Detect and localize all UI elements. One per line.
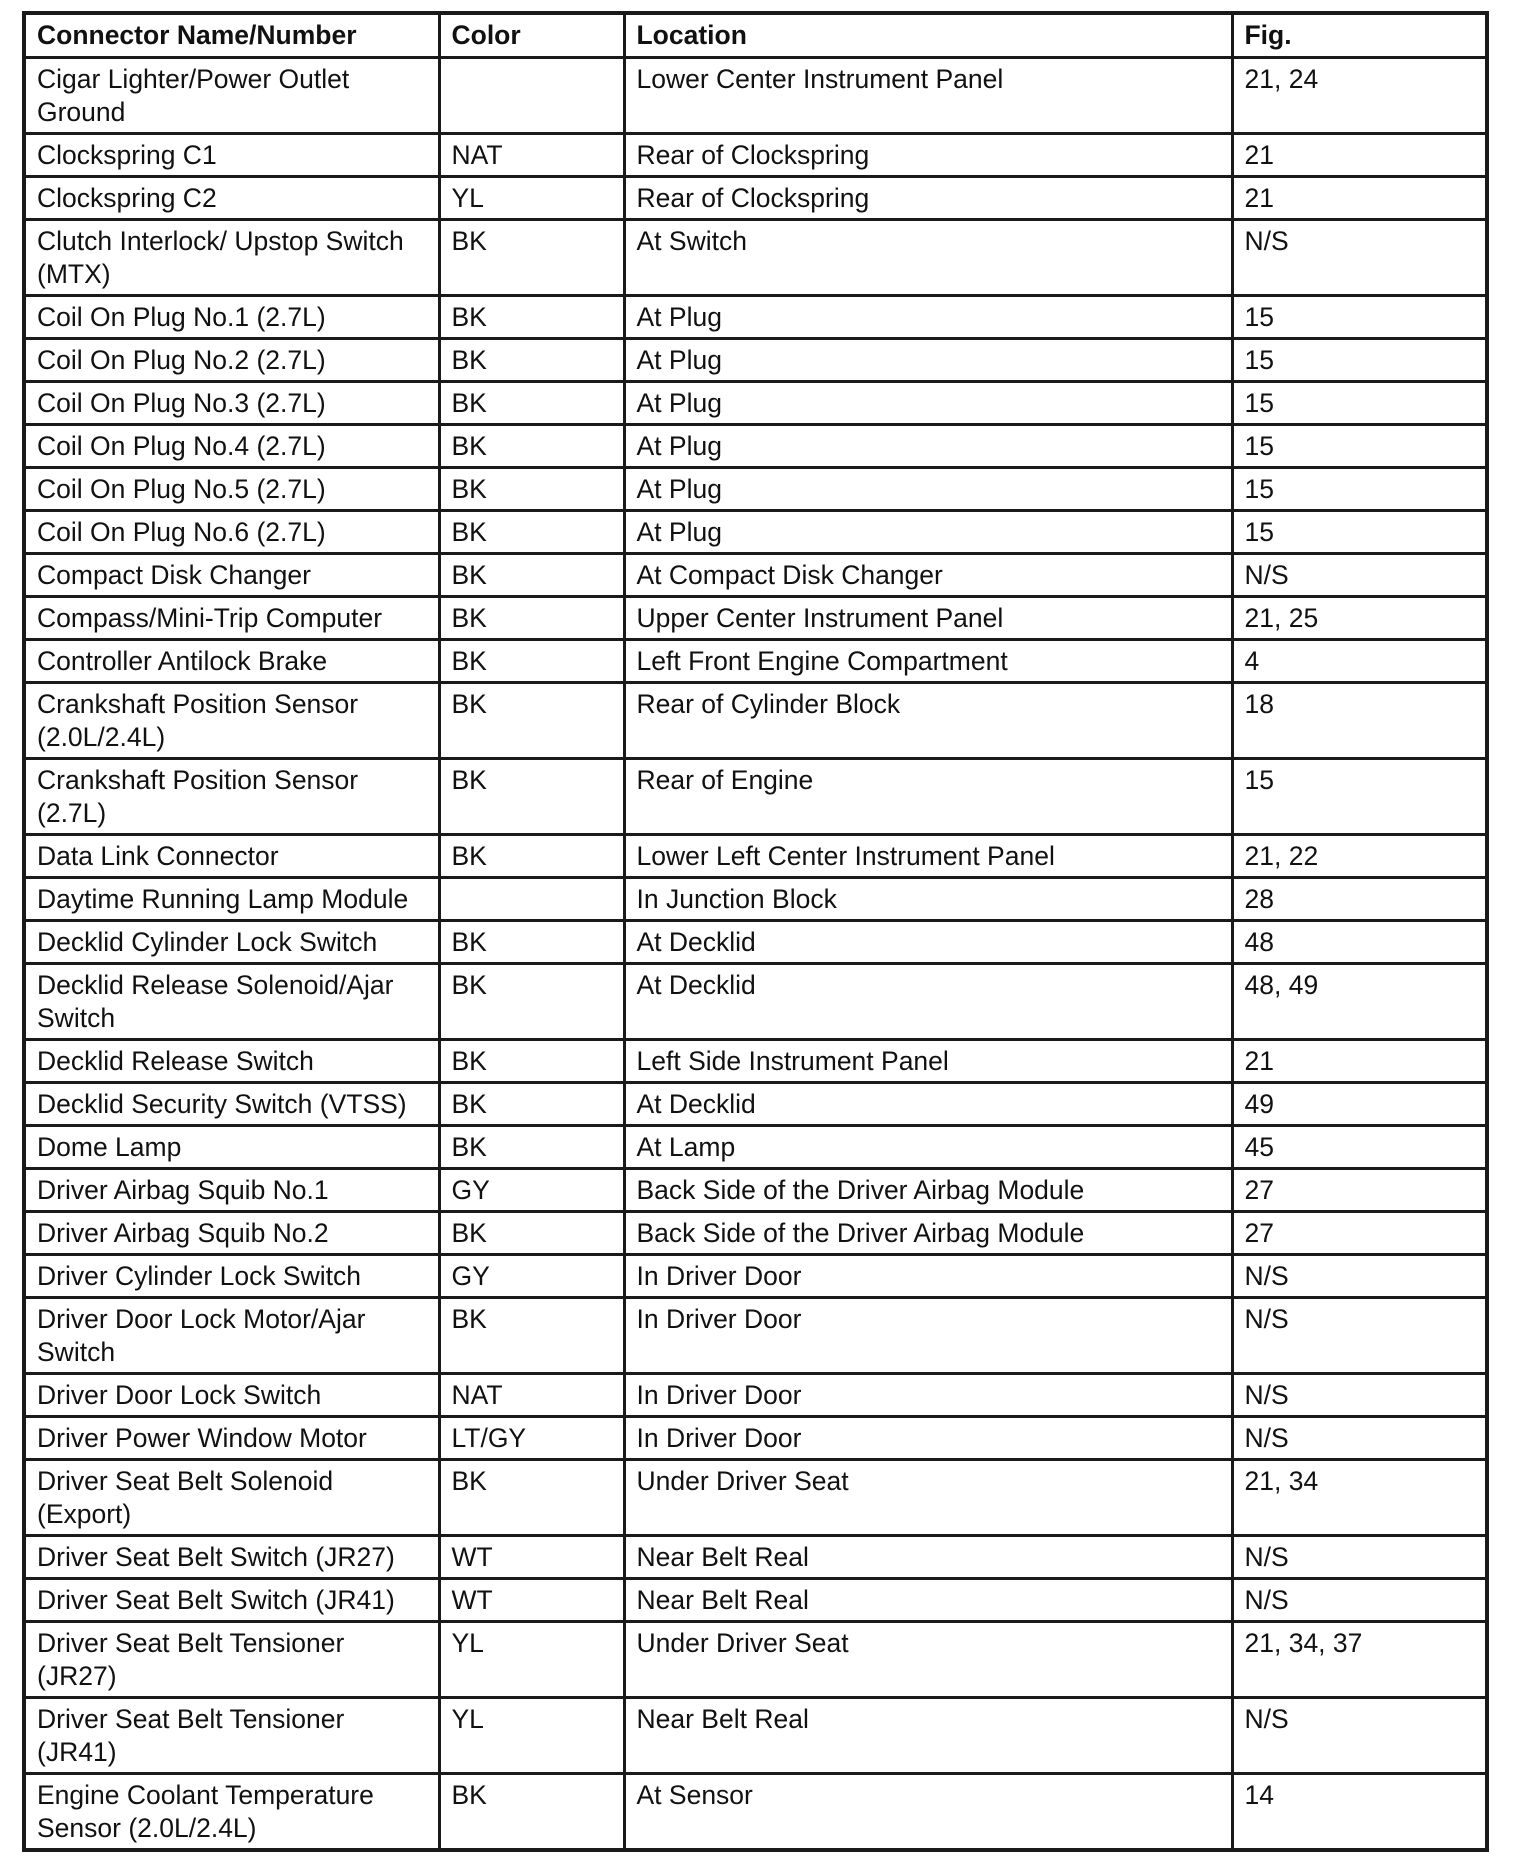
- cell-fig: 15: [1232, 759, 1487, 835]
- cell-fig: 45: [1232, 1126, 1487, 1169]
- cell-location: Rear of Clockspring: [624, 134, 1232, 177]
- table-row: [24, 921, 1487, 964]
- cell-fig: 21, 24: [1232, 58, 1487, 134]
- table-row: [24, 1417, 1487, 1460]
- table-row: [24, 177, 1487, 220]
- cell-location: At Sensor: [624, 1774, 1232, 1851]
- cell-fig: 49: [1232, 1083, 1487, 1126]
- header-fig: Fig.: [1232, 13, 1487, 58]
- cell-color: BK: [439, 597, 624, 640]
- table-row: [24, 759, 1487, 835]
- cell-location: Left Front Engine Compartment: [624, 640, 1232, 683]
- cell-location: Upper Center Instrument Panel: [624, 597, 1232, 640]
- cell-color: BK: [439, 339, 624, 382]
- cell-location: Rear of Clockspring: [624, 177, 1232, 220]
- cell-location: Lower Center Instrument Panel: [624, 58, 1232, 134]
- table-row: [24, 134, 1487, 177]
- table-row: [24, 1374, 1487, 1417]
- cell-color: BK: [439, 835, 624, 878]
- cell-connector-name: Driver Seat Belt Switch (JR41): [24, 1579, 439, 1622]
- cell-connector-name: Clockspring C2: [24, 177, 439, 220]
- table-row: [24, 1460, 1487, 1536]
- cell-fig: N/S: [1232, 1536, 1487, 1579]
- table-row: [24, 1126, 1487, 1169]
- cell-connector-name: Coil On Plug No.5 (2.7L): [24, 468, 439, 511]
- cell-fig: 27: [1232, 1169, 1487, 1212]
- table-row: [24, 835, 1487, 878]
- table-row: [24, 339, 1487, 382]
- cell-connector-name: Decklid Cylinder Lock Switch: [24, 921, 439, 964]
- cell-location: Near Belt Real: [624, 1698, 1232, 1774]
- cell-color: BK: [439, 1298, 624, 1374]
- cell-connector-name: Daytime Running Lamp Module: [24, 878, 439, 921]
- cell-fig: N/S: [1232, 1579, 1487, 1622]
- cell-color: BK: [439, 468, 624, 511]
- cell-location: Back Side of the Driver Airbag Module: [624, 1212, 1232, 1255]
- cell-fig: 21, 34: [1232, 1460, 1487, 1536]
- table-row: [24, 1698, 1487, 1774]
- cell-connector-name: Dome Lamp: [24, 1126, 439, 1169]
- cell-color: BK: [439, 511, 624, 554]
- cell-fig: 15: [1232, 339, 1487, 382]
- cell-connector-name: Data Link Connector: [24, 835, 439, 878]
- table-row: [24, 1040, 1487, 1083]
- table-row: [24, 554, 1487, 597]
- table-row: [24, 1083, 1487, 1126]
- cell-fig: 48: [1232, 921, 1487, 964]
- cell-location: Lower Left Center Instrument Panel: [624, 835, 1232, 878]
- cell-fig: 27: [1232, 1212, 1487, 1255]
- header-color: Color: [439, 13, 624, 58]
- cell-location: In Driver Door: [624, 1417, 1232, 1460]
- cell-location: At Plug: [624, 425, 1232, 468]
- cell-color: BK: [439, 1126, 624, 1169]
- cell-connector-name: Coil On Plug No.6 (2.7L): [24, 511, 439, 554]
- cell-connector-name: Driver Seat Belt Solenoid (Export): [24, 1460, 439, 1536]
- cell-location: At Decklid: [624, 1083, 1232, 1126]
- table-body: [24, 58, 1487, 1851]
- cell-connector-name: Coil On Plug No.3 (2.7L): [24, 382, 439, 425]
- cell-connector-name: Decklid Release Switch: [24, 1040, 439, 1083]
- cell-color: BK: [439, 1083, 624, 1126]
- table-row: [24, 58, 1487, 134]
- cell-location: Left Side Instrument Panel: [624, 1040, 1232, 1083]
- cell-location: At Plug: [624, 468, 1232, 511]
- cell-fig: 21: [1232, 134, 1487, 177]
- cell-fig: N/S: [1232, 1698, 1487, 1774]
- cell-fig: N/S: [1232, 1374, 1487, 1417]
- cell-connector-name: Compass/Mini-Trip Computer: [24, 597, 439, 640]
- cell-color: BK: [439, 921, 624, 964]
- cell-connector-name: Decklid Security Switch (VTSS): [24, 1083, 439, 1126]
- cell-color: BK: [439, 382, 624, 425]
- cell-connector-name: Driver Airbag Squib No.2: [24, 1212, 439, 1255]
- cell-location: At Compact Disk Changer: [624, 554, 1232, 597]
- cell-color: NAT: [439, 134, 624, 177]
- cell-fig: 21: [1232, 177, 1487, 220]
- cell-fig: 21: [1232, 1040, 1487, 1083]
- cell-color: BK: [439, 1040, 624, 1083]
- cell-color: WT: [439, 1536, 624, 1579]
- cell-location: Near Belt Real: [624, 1579, 1232, 1622]
- table-row: [24, 878, 1487, 921]
- cell-color: BK: [439, 640, 624, 683]
- table-row: [24, 1622, 1487, 1698]
- header-connector-name: Connector Name/Number: [24, 13, 439, 58]
- cell-connector-name: Coil On Plug No.2 (2.7L): [24, 339, 439, 382]
- cell-location: Back Side of the Driver Airbag Module: [624, 1169, 1232, 1212]
- cell-color: BK: [439, 759, 624, 835]
- cell-connector-name: Engine Coolant Temperature Sensor (2.0L/2.4L): [24, 1774, 439, 1851]
- cell-connector-name: Crankshaft Position Sensor (2.7L): [24, 759, 439, 835]
- cell-color: GY: [439, 1255, 624, 1298]
- cell-connector-name: Driver Seat Belt Switch (JR27): [24, 1536, 439, 1579]
- cell-fig: N/S: [1232, 554, 1487, 597]
- table-row: [24, 1298, 1487, 1374]
- cell-connector-name: Driver Door Lock Switch: [24, 1374, 439, 1417]
- cell-connector-name: Driver Seat Belt Tensioner (JR27): [24, 1622, 439, 1698]
- table-row: [24, 1774, 1487, 1851]
- cell-connector-name: Compact Disk Changer: [24, 554, 439, 597]
- table-row: [24, 1536, 1487, 1579]
- cell-connector-name: Driver Power Window Motor: [24, 1417, 439, 1460]
- cell-fig: 15: [1232, 468, 1487, 511]
- cell-location: At Plug: [624, 382, 1232, 425]
- table-row: [24, 382, 1487, 425]
- header-location: Location: [624, 13, 1232, 58]
- cell-fig: 48, 49: [1232, 964, 1487, 1040]
- table-row: [24, 220, 1487, 296]
- cell-connector-name: Driver Seat Belt Tensioner (JR41): [24, 1698, 439, 1774]
- cell-fig: 28: [1232, 878, 1487, 921]
- cell-fig: 4: [1232, 640, 1487, 683]
- table-row: [24, 425, 1487, 468]
- cell-connector-name: Driver Cylinder Lock Switch: [24, 1255, 439, 1298]
- cell-fig: 21, 22: [1232, 835, 1487, 878]
- cell-connector-name: Crankshaft Position Sensor (2.0L/2.4L): [24, 683, 439, 759]
- cell-location: In Junction Block: [624, 878, 1232, 921]
- cell-color: [439, 878, 624, 921]
- cell-location: At Switch: [624, 220, 1232, 296]
- table-row: [24, 1579, 1487, 1622]
- cell-connector-name: Clockspring C1: [24, 134, 439, 177]
- cell-color: GY: [439, 1169, 624, 1212]
- cell-connector-name: Controller Antilock Brake: [24, 640, 439, 683]
- cell-location: In Driver Door: [624, 1255, 1232, 1298]
- cell-location: In Driver Door: [624, 1374, 1232, 1417]
- cell-fig: N/S: [1232, 1417, 1487, 1460]
- cell-location: At Plug: [624, 511, 1232, 554]
- cell-connector-name: Coil On Plug No.4 (2.7L): [24, 425, 439, 468]
- cell-fig: 15: [1232, 382, 1487, 425]
- cell-color: [439, 58, 624, 134]
- cell-fig: 14: [1232, 1774, 1487, 1851]
- cell-connector-name: Driver Door Lock Motor/Ajar Switch: [24, 1298, 439, 1374]
- cell-fig: 21, 25: [1232, 597, 1487, 640]
- cell-location: At Lamp: [624, 1126, 1232, 1169]
- cell-location: Under Driver Seat: [624, 1460, 1232, 1536]
- table-row: [24, 597, 1487, 640]
- cell-color: BK: [439, 554, 624, 597]
- cell-color: BK: [439, 964, 624, 1040]
- cell-fig: 15: [1232, 511, 1487, 554]
- table-row: [24, 1255, 1487, 1298]
- cell-location: At Decklid: [624, 921, 1232, 964]
- cell-fig: N/S: [1232, 1255, 1487, 1298]
- cell-color: WT: [439, 1579, 624, 1622]
- cell-location: At Plug: [624, 296, 1232, 339]
- cell-location: Rear of Engine: [624, 759, 1232, 835]
- cell-connector-name: Cigar Lighter/Power Outlet Ground: [24, 58, 439, 134]
- cell-color: BK: [439, 220, 624, 296]
- cell-location: Near Belt Real: [624, 1536, 1232, 1579]
- cell-fig: 15: [1232, 296, 1487, 339]
- cell-connector-name: Decklid Release Solenoid/Ajar Switch: [24, 964, 439, 1040]
- cell-color: NAT: [439, 1374, 624, 1417]
- cell-fig: N/S: [1232, 220, 1487, 296]
- table-header-row: [24, 13, 1487, 58]
- table-row: [24, 640, 1487, 683]
- table-row: [24, 296, 1487, 339]
- cell-fig: 21, 34, 37: [1232, 1622, 1487, 1698]
- cell-color: LT/GY: [439, 1417, 624, 1460]
- cell-color: BK: [439, 1460, 624, 1536]
- cell-connector-name: Driver Airbag Squib No.1: [24, 1169, 439, 1212]
- cell-location: In Driver Door: [624, 1298, 1232, 1374]
- cell-color: YL: [439, 177, 624, 220]
- table-row: [24, 511, 1487, 554]
- cell-color: BK: [439, 425, 624, 468]
- cell-color: BK: [439, 296, 624, 339]
- cell-color: BK: [439, 1774, 624, 1851]
- cell-color: BK: [439, 1212, 624, 1255]
- cell-fig: N/S: [1232, 1298, 1487, 1374]
- cell-color: YL: [439, 1698, 624, 1774]
- table-row: [24, 964, 1487, 1040]
- cell-color: YL: [439, 1622, 624, 1698]
- connector-table: [22, 11, 1489, 1852]
- table-row: [24, 683, 1487, 759]
- cell-location: At Decklid: [624, 964, 1232, 1040]
- cell-location: Under Driver Seat: [624, 1622, 1232, 1698]
- cell-fig: 18: [1232, 683, 1487, 759]
- cell-location: At Plug: [624, 339, 1232, 382]
- table-row: [24, 1212, 1487, 1255]
- cell-connector-name: Coil On Plug No.1 (2.7L): [24, 296, 439, 339]
- table-row: [24, 468, 1487, 511]
- cell-fig: 15: [1232, 425, 1487, 468]
- cell-connector-name: Clutch Interlock/ Upstop Switch (MTX): [24, 220, 439, 296]
- table-row: [24, 1169, 1487, 1212]
- cell-color: BK: [439, 683, 624, 759]
- cell-location: Rear of Cylinder Block: [624, 683, 1232, 759]
